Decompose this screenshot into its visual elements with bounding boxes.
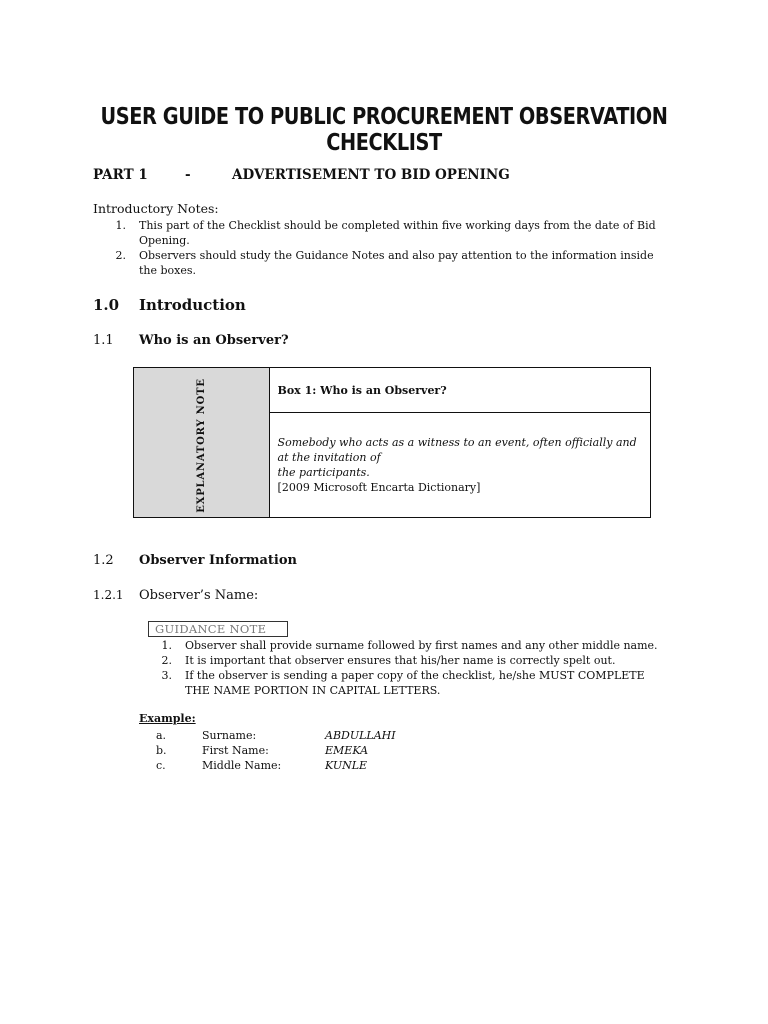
definition-text: Somebody who acts as a witness to an event, often officially and at the invitation of <box>277 436 637 464</box>
guidance-note-label: GUIDANCE NOTE <box>148 621 288 637</box>
subsubsection-number: 1.2.1 <box>93 588 124 602</box>
part-name: ADVERTISEMENT TO BID OPENING <box>232 167 510 183</box>
intro-item-number: 2. <box>115 249 126 262</box>
example-row-field: First Name: <box>202 744 269 757</box>
example-row-letter: c. <box>156 759 166 772</box>
intro-item-text: This part of the Checklist should be completed within five working days from the date of Bid <box>139 219 656 232</box>
example-row-letter: b. <box>156 744 167 757</box>
intro-heading: Introductory Notes: <box>93 201 219 216</box>
subsection-title: Who is an Observer? <box>139 333 289 348</box>
example-row-value: ABDULLAHI <box>325 729 396 742</box>
example-row-field: Surname: <box>202 729 257 742</box>
guidance-item-text: It is important that observer ensures that his/her name is correctly spelt out. <box>185 654 616 667</box>
example-heading: Example: <box>139 712 196 725</box>
guidance-item-number: 3. <box>161 669 172 682</box>
part-number: PART 1 <box>93 167 148 183</box>
example-row-letter: a. <box>156 729 167 742</box>
intro-item-text-cont: Opening. <box>139 234 190 247</box>
document-title: USER GUIDE TO PUBLIC PROCUREMENT OBSERVATION CHECKLIST <box>100 104 668 156</box>
subsection-number: 1.2 <box>93 553 114 568</box>
explanatory-note-box <box>133 367 651 518</box>
subsection-number: 1.1 <box>93 333 114 348</box>
section-title: Introduction <box>139 296 246 314</box>
intro-item-number: 1. <box>115 219 126 232</box>
definition-text-cont: the participants. <box>277 466 370 479</box>
part-dash: - <box>185 167 191 183</box>
guidance-item-number: 2. <box>161 654 172 667</box>
box-body <box>269 413 650 518</box>
example-row-value: KUNLE <box>325 759 368 772</box>
definition-source: [2009 Microsoft Encarta Dictionary] <box>277 481 481 494</box>
example-row-value: EMEKA <box>325 744 369 757</box>
guidance-item-number: 1. <box>161 639 172 652</box>
box-header: Box 1: Who is an Observer? <box>269 368 650 413</box>
example-row-field: Middle Name: <box>202 759 282 772</box>
subsection-title: Observer Information <box>139 553 297 568</box>
explanatory-note-label: EXPLANATORY NOTE <box>195 378 207 513</box>
explanatory-note-sidebar <box>134 368 270 518</box>
intro-item-text-cont: the boxes. <box>139 264 197 277</box>
section-number: 1.0 <box>93 296 120 314</box>
guidance-item-text: Observer shall provide surname followed by first names and any other middle name. <box>185 639 658 652</box>
subsubsection-title: Observer’s Name: <box>139 588 259 603</box>
guidance-item-text-cont: THE NAME PORTION IN CAPITAL LETTERS. <box>185 684 441 697</box>
guidance-item-text: If the observer is sending a paper copy of the checklist, he/she MUST COMPLETE <box>185 669 645 682</box>
intro-item-text: Observers should study the Guidance Notes and also pay attention to the information inside <box>139 249 654 262</box>
